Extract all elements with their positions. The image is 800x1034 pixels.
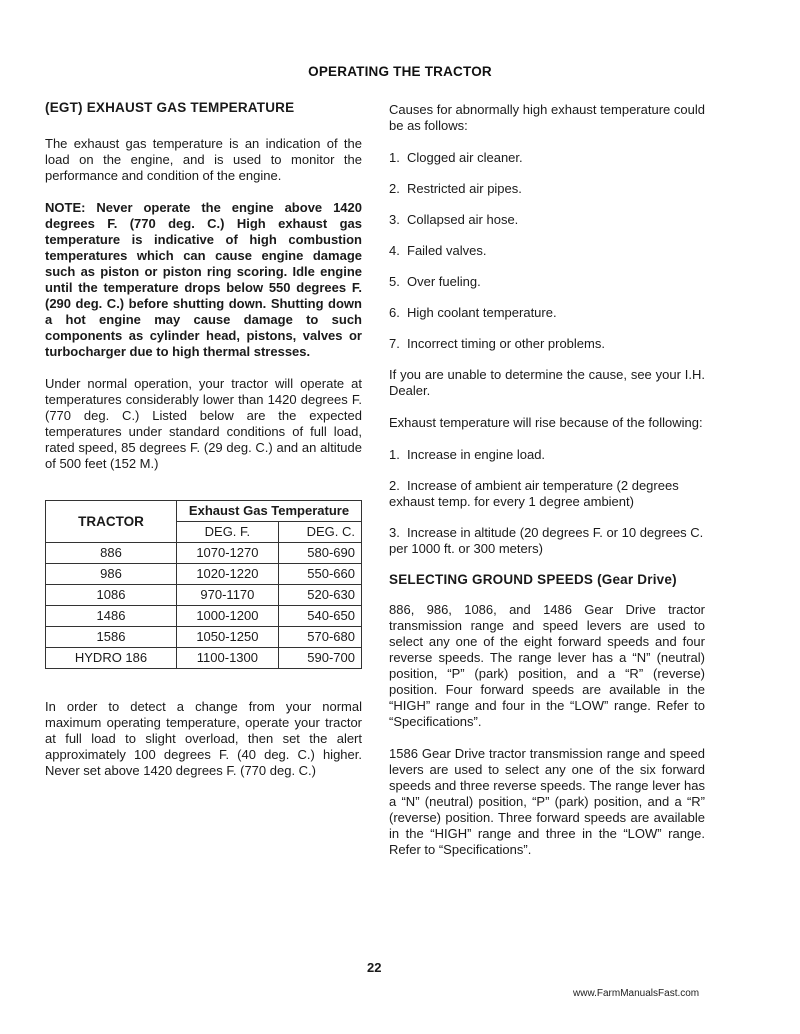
list-item-number: 2.	[389, 478, 400, 493]
list-item-text: Failed valves.	[407, 243, 487, 258]
cell-deg-c: 550-660	[278, 564, 361, 585]
list-item-number: 3.	[389, 525, 400, 540]
list-item-text: Restricted air pipes.	[407, 181, 522, 196]
column-header-exhaust-gas-temperature: Exhaust Gas Temperature	[177, 501, 362, 522]
egt-table	[45, 500, 362, 669]
list-item-number: 3.	[389, 212, 400, 227]
list-item	[389, 150, 705, 166]
cell-model: 886	[46, 543, 177, 564]
list-item-number: 4.	[389, 243, 400, 258]
table-row	[46, 627, 362, 648]
normal-operation-paragraph: Under normal operation, your tractor will operate at temperatures considerably lower than 1420 degrees F. (770 deg. C.) Listed below are the expected temperatures under standard conditions of full load, rated speed, 85 degrees F. (29 deg. C.) and an altitude of 500 feet (152 M.)	[45, 376, 362, 471]
list-item-number: 7.	[389, 336, 400, 351]
ground-speeds-section-title: SELECTING GROUND SPEEDS (Gear Drive)	[389, 572, 677, 587]
list-item-text: High coolant temperature.	[407, 305, 557, 320]
list-item-number: 6.	[389, 305, 400, 320]
cell-deg-c: 540-650	[278, 606, 361, 627]
alert-setting-paragraph: In order to detect a change from your normal maximum operating temperature, operate your tractor at full load to slight overload, then set the alert approximately 100 degrees F. (40 deg. C.) higher. Never set above 1420 degrees F. (770 deg. C.)	[45, 699, 362, 778]
list-item-number: 1.	[389, 447, 400, 462]
table-row	[46, 606, 362, 627]
list-item-text: Clogged air cleaner.	[407, 150, 523, 165]
note-label: NOTE:	[45, 200, 86, 215]
cell-model: 1086	[46, 585, 177, 606]
list-item-text: Increase of ambient air temperature (2 degrees exhaust temp. for every 1 degree ambient)	[389, 478, 679, 509]
cell-deg-f: 1100-1300	[177, 648, 279, 669]
cell-model: HYDRO 186	[46, 648, 177, 669]
egt-section-title: (EGT) EXHAUST GAS TEMPERATURE	[45, 100, 295, 115]
list-item-number: 1.	[389, 150, 400, 165]
page-number: 22	[367, 960, 382, 975]
cell-model: 1586	[46, 627, 177, 648]
rise-reasons-list	[389, 447, 705, 557]
list-item	[389, 478, 705, 510]
list-item	[389, 274, 705, 290]
ground-speeds-paragraph-2: 1586 Gear Drive tractor transmission range and speed levers are used to select any one of the six forward speeds and three reverse speeds. The range lever has a “N” (neutral) position, “P” (park) position, and a “R” (reverse) position. Three forward speeds are available in the “HIGH” range and three in the “LOW” range. Refer to “Specifications”.	[389, 746, 705, 857]
list-item-text: Over fueling.	[407, 274, 481, 289]
column-header-tractor: TRACTOR	[46, 501, 177, 543]
list-item-number: 5.	[389, 274, 400, 289]
page-title: OPERATING THE TRACTOR	[308, 64, 492, 79]
egt-intro-paragraph: The exhaust gas temperature is an indication of the load on the engine, and is used to monitor the performance and condition of the engine.	[45, 136, 362, 183]
list-item	[389, 336, 705, 352]
dealer-paragraph: If you are unable to determine the cause, see your I.H. Dealer.	[389, 367, 705, 398]
table-row	[46, 648, 362, 669]
list-item-number: 2.	[389, 181, 400, 196]
left-column	[45, 100, 362, 795]
list-item	[389, 305, 705, 321]
list-item	[389, 525, 705, 557]
causes-list	[389, 150, 705, 352]
table-row	[46, 585, 362, 606]
cell-deg-f: 1070-1270	[177, 543, 279, 564]
list-item-text: Increase in engine load.	[407, 447, 546, 462]
cell-deg-c: 590-700	[278, 648, 361, 669]
cell-model: 1486	[46, 606, 177, 627]
rise-intro-paragraph: Exhaust temperature will rise because of the following:	[389, 415, 703, 430]
cell-deg-f: 1020-1220	[177, 564, 279, 585]
cell-deg-c: 570-680	[278, 627, 361, 648]
list-item-text: Collapsed air hose.	[407, 212, 519, 227]
cell-deg-f: 1000-1200	[177, 606, 279, 627]
causes-intro-paragraph: Causes for abnormally high exhaust temperature could be as follows:	[389, 102, 705, 133]
list-item	[389, 212, 705, 228]
right-column	[389, 102, 705, 874]
cell-deg-c: 580-690	[278, 543, 361, 564]
list-item	[389, 243, 705, 259]
ground-speeds-paragraph-1: 886, 986, 1086, and 1486 Gear Drive tractor transmission range and speed levers are used to select any one of the eight forward speeds and four reverse speeds. The range lever has a “N” (neutral) position, “P” (park) position, and a “R” (reverse) position. Four forward speeds are available in the “HIGH” range and four in the “LOW” range. Refer to “Specifications”.	[389, 602, 705, 729]
footer-url: www.FarmManualsFast.com	[573, 988, 700, 999]
cell-deg-f: 970-1170	[177, 585, 279, 606]
cell-deg-c: 520-630	[278, 585, 361, 606]
list-item-text: Increase in altitude (20 degrees F. or 10 degrees C. per 1000 ft. or 300 meters)	[389, 525, 704, 556]
table-row	[46, 564, 362, 585]
column-header-deg-f: DEG. F.	[177, 522, 279, 543]
note-paragraph	[45, 200, 362, 360]
table-row	[46, 543, 362, 564]
list-item	[389, 447, 705, 463]
column-header-deg-c: DEG. C.	[278, 522, 361, 543]
note-text: Never operate the engine above 1420 degrees F. (770 deg. C.) High exhaust gas temperature is indicative of high combustion temperatures which can cause engine damage such as piston or piston ring scoring. Idle engine until the temperature drops below 550 degrees F. (290 deg. C.) before shutting down. Shutting down a hot engine may cause damage to such components as cylinder head, pistons, valves or turbocharger due to high thermal stresses.	[45, 200, 362, 359]
cell-deg-f: 1050-1250	[177, 627, 279, 648]
list-item	[389, 181, 705, 197]
list-item-text: Incorrect timing or other problems.	[407, 336, 605, 351]
cell-model: 986	[46, 564, 177, 585]
